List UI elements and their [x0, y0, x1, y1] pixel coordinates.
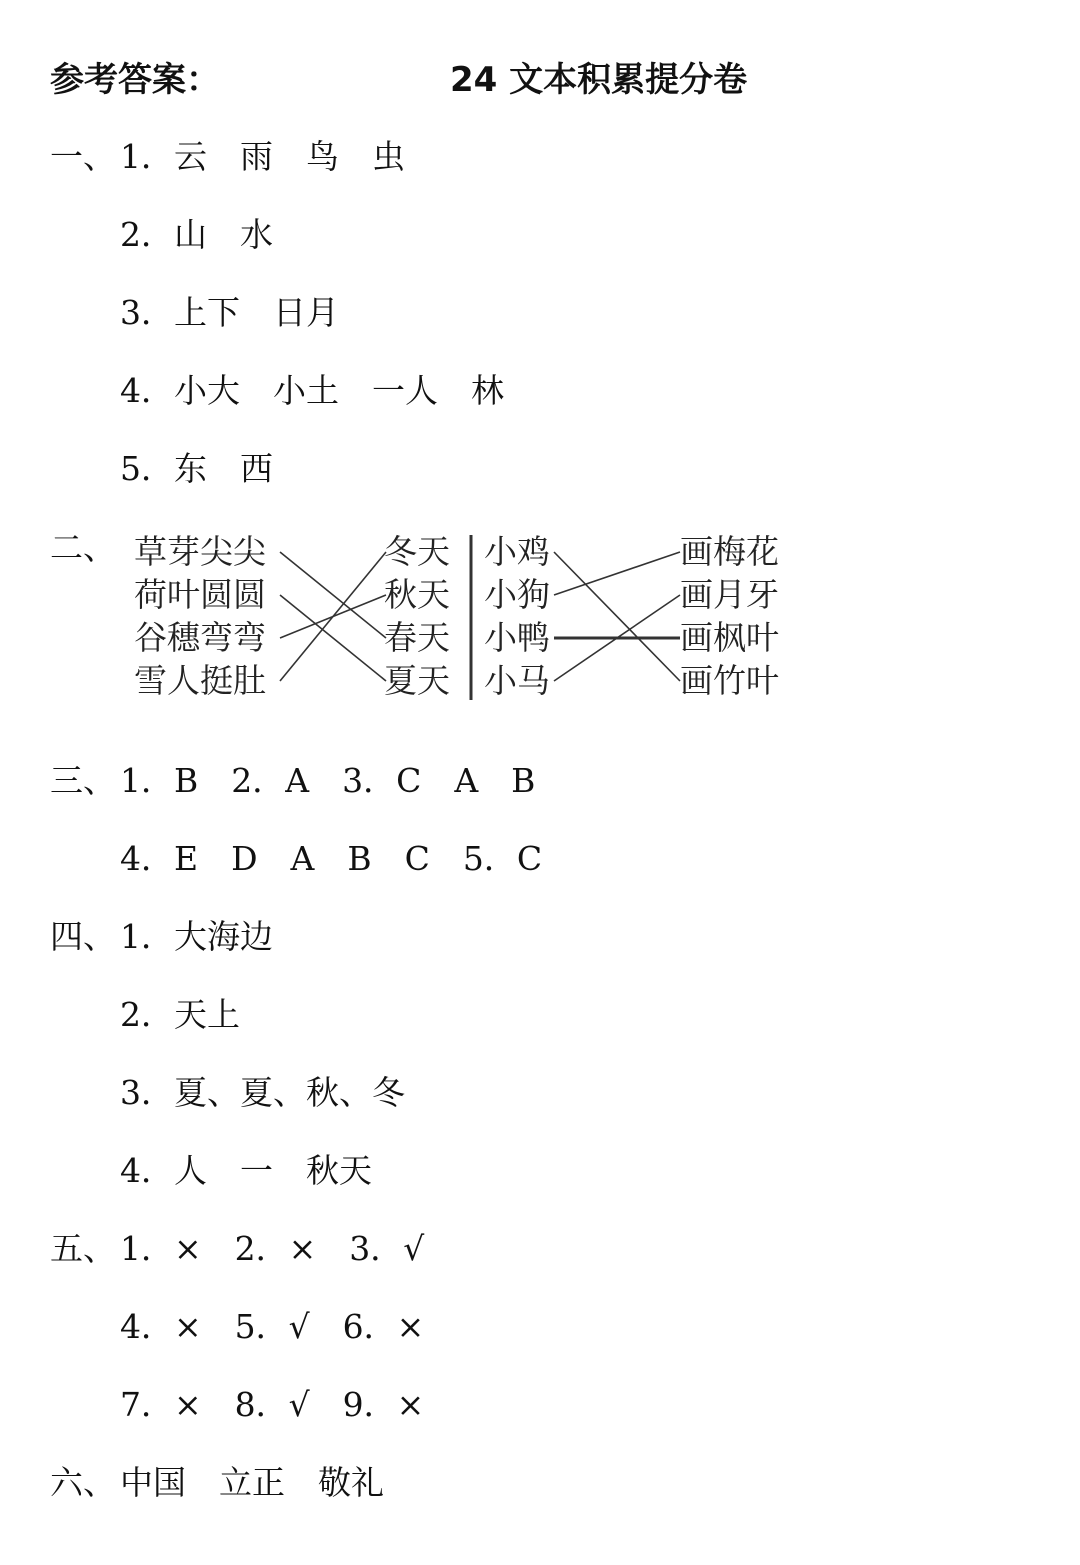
- part4-line-2: 2．天上: [120, 995, 240, 1034]
- part4-marker: 四、: [50, 917, 116, 956]
- g2-left-1: 小鸡: [484, 532, 550, 571]
- part1-line-4: 4．小大 小土 一人 林: [120, 371, 504, 410]
- g2-match-line-2: [554, 552, 680, 595]
- g1-right-1: 冬天: [384, 532, 450, 571]
- g1-right-3: 春天: [384, 618, 450, 657]
- g1-left-2: 荷叶圆圆: [134, 575, 266, 614]
- g2-right-4: 画竹叶: [680, 661, 779, 700]
- part3-marker: 三、: [50, 761, 116, 800]
- g2-right-2: 画月牙: [680, 575, 779, 614]
- g2-right-3: 画枫叶: [680, 618, 779, 657]
- answer-label: 参考答案：: [50, 60, 220, 100]
- g2-left-2: 小狗: [484, 575, 550, 614]
- g2-match-line-1: [554, 552, 680, 681]
- part5-line-3: 7．× 8．√ 9．×: [120, 1385, 425, 1424]
- g1-left-3: 谷穗弯弯: [134, 618, 266, 657]
- page-header: [50, 52, 1050, 108]
- g1-match-line-4: [280, 552, 386, 681]
- part4-line-4: 4．人 一 秋天: [120, 1151, 372, 1190]
- part1-line-1: 1．云 雨 鸟 虫: [120, 137, 405, 176]
- g1-right-4: 夏天: [384, 661, 450, 700]
- matching-diagram: [120, 525, 800, 710]
- g1-right-2: 秋天: [384, 575, 450, 614]
- part6-marker: 六、: [50, 1463, 116, 1502]
- g2-right-1: 画梅花: [680, 532, 779, 571]
- g1-left-4: 雪人挺肚: [134, 661, 266, 700]
- part3-line-1: 1．B 2．A 3．C A B: [120, 761, 536, 800]
- part5-line-1: 1．× 2．× 3．√: [120, 1229, 425, 1268]
- part4-line-3: 3．夏、夏、秋、冬: [120, 1073, 405, 1112]
- part6-text: 中国 立正 敬礼: [120, 1463, 384, 1502]
- g1-match-line-1: [280, 552, 386, 638]
- part4-line-1: 1．大海边: [120, 917, 273, 956]
- page-title: 24 文本积累提分卷: [450, 60, 748, 100]
- part1-line-3: 3．上下 日月: [120, 293, 339, 332]
- g2-left-3: 小鸭: [484, 618, 550, 657]
- part2-marker: 二、: [50, 528, 116, 567]
- part1-line-5: 5．东 西: [120, 449, 273, 488]
- g1-left-1: 草芽尖尖: [134, 532, 266, 571]
- part1-marker: 一、: [50, 137, 116, 176]
- g2-left-4: 小马: [484, 661, 550, 700]
- g1-match-line-2: [280, 595, 386, 681]
- part5-marker: 五、: [50, 1229, 116, 1268]
- part1-line-2: 2．山 水: [120, 215, 273, 254]
- part5-line-2: 4．× 5．√ 6．×: [120, 1307, 425, 1346]
- part3-line-2: 4．E D A B C 5．C: [120, 839, 543, 878]
